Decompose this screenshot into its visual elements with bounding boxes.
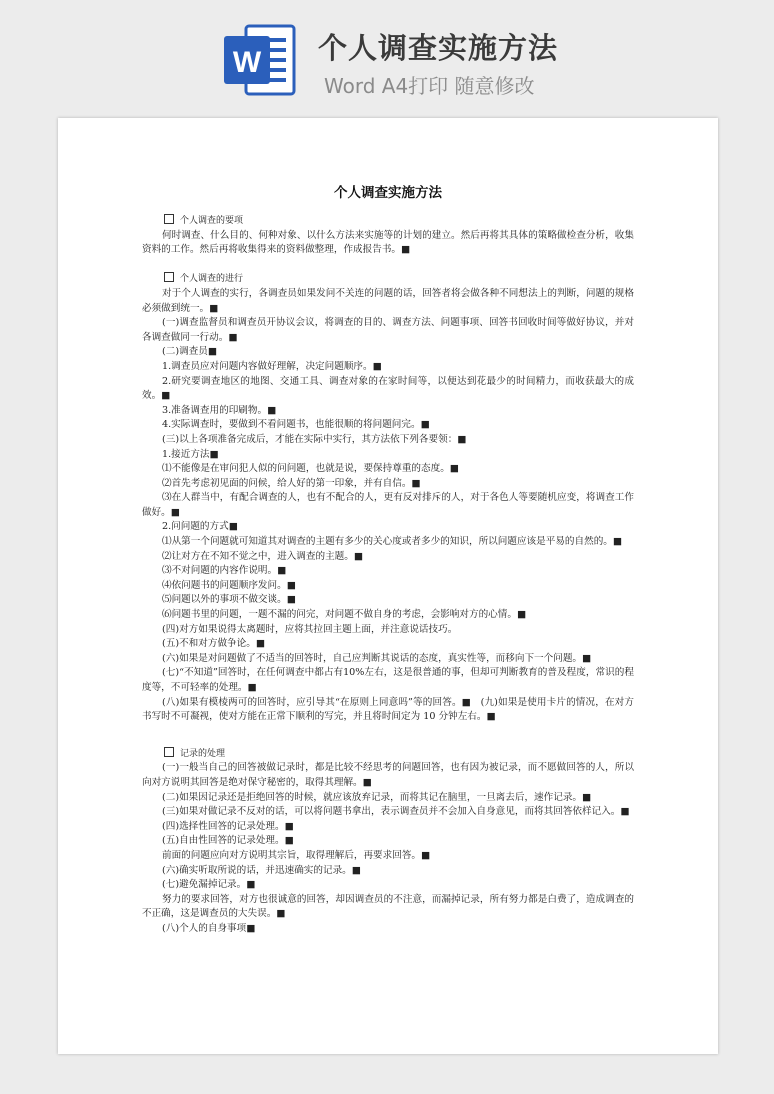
paragraph: 努力的要求回答，对方也很诚意的回答，却因调查员的不注意，而漏掉记录，所有努力都是白费了，造成调查的不正确，这是调查员的大失误。■ <box>142 893 634 920</box>
paragraph: (七)避免漏掉记录。■ <box>162 879 256 891</box>
paragraph: 2.研究要调查地区的地图、交通工具、调查对象的在家时间等，以便达到花最少的时间精力，而收获最大的成效。■ <box>142 375 634 402</box>
paragraph: (八)如果有模棱两可的回答时，应引导其“在原则上同意吗”等的回答。■ (九)如果是使用卡片的情况，在对方书写时不可凝视，使对方能在正常下顺利的写完，并且将时间定为 10 分钟左右。■ <box>142 696 634 723</box>
paragraph: (六)如果是对问题做了不适当的回答时，自己应判断其说话的态度，真实性等，而移向下一个问题。■ <box>162 652 592 664</box>
document-body <box>142 184 634 937</box>
paragraph: (二)如果因记录还是拒绝回答的时候，就应该放弃记录，而将其记在脑里，一旦离去后，速作记录。■ <box>162 791 592 803</box>
paragraph: 前面的问题应向对方说明其宗旨，取得理解后，再要求回答。■ <box>162 849 431 861</box>
paragraph: ⑸问题以外的事项不做交谈。■ <box>162 594 296 606</box>
paragraph: ⑵让对方在不知不觉之中，进入调查的主题。■ <box>162 550 363 562</box>
section-heading: 个人调查的要项 <box>142 214 634 229</box>
paragraph: (八)个人的自身事项■ <box>162 922 256 934</box>
banner-subtitle: Word A4打印 随意修改 <box>324 74 535 98</box>
checkbox-icon <box>164 272 174 282</box>
banner-title: 个人调查实施方法 <box>318 31 559 65</box>
paragraph: ⑶不对问题的内容作说明。■ <box>162 565 287 577</box>
paragraph: (六)确实听取所说的话，并迅速确实的记录。■ <box>162 864 361 876</box>
paragraph: ⑴从第一个问题就可知道其对调查的主题有多少的关心度或者多少的知识，所以问题应该是平易的自然的。■ <box>162 536 622 548</box>
document-title: 个人调查实施方法 <box>334 185 442 201</box>
paragraph: ⑵首先考虑初见面的问候，给人好的第一印象，并有自信。■ <box>162 477 421 489</box>
paragraph: 3.准备调查用的印刷物。■ <box>162 404 277 416</box>
paragraph: (四)对方如果说得太离题时，应将其拉回主题上面，并注意说话技巧。 <box>162 623 458 635</box>
paragraph: 2.问问题的方式■ <box>162 521 238 533</box>
paragraph: 1.调查员应对问题内容做好理解，决定问题顺序。■ <box>162 360 382 372</box>
paragraph: 何时调查、什么目的、何种对象、以什么方法来实施等的计划的建立。然后再将其具体的策略做检查分析，收集资料的工作。然后再将收集得来的资料做整理，作成报告书。■ <box>142 229 634 256</box>
paragraph: ⑷依问题书的问题顺序发问。■ <box>162 579 296 591</box>
word-icon-letter: W <box>232 46 262 79</box>
paragraph: 4.实际调查时，要做到不看问题书，也能很顺的将问题问完。■ <box>162 419 430 431</box>
paragraph: (三)以上各项准备完成后，才能在实际中实行，其方法依下列各要领：■ <box>162 433 467 445</box>
paragraph: (五)自由性回答的记录处理。■ <box>162 835 294 847</box>
paragraph: (四)选择性回答的记录处理。■ <box>162 820 294 832</box>
paragraph: (二)调查员■ <box>162 346 217 358</box>
paragraph: (三)如果对做记录不反对的话，可以将问题书拿出，表示调查员并不会加入自身意见，而将其回答依样记入。■ <box>162 806 630 818</box>
word-icon <box>222 22 296 98</box>
paragraph: 1.接近方法■ <box>162 448 219 460</box>
paragraph: (一)调查监督员和调查员开协议会议，将调查的目的、调查方法、问题事项、回答书回收时间等做好协议，并对各调查做同一行动。■ <box>142 317 634 343</box>
paragraph: ⑴不能像是在审问犯人似的问问题，也就是说，要保持尊重的态度。■ <box>162 463 459 475</box>
paragraph: (一)一般当自己的回答被做记录时，都是比较不经思考的问题回答，也有因为被记录，而不愿做回答的人，所以向对方说明其回答是绝对保守秘密的，取得其理解。■ <box>142 762 634 788</box>
document-page <box>58 118 718 1054</box>
section-heading: 记录的处理 <box>142 747 634 762</box>
paragraph: 对于个人调查的实行，各调查员如果发问不关连的问题的话，回答者将会做各种不同想法上的判断，问题的规格必须做到统一。■ <box>142 287 634 314</box>
paragraph: ⑶在人群当中，有配合调查的人，也有不配合的人，更有反对排斥的人，对于各色人等要随机应变，将调查工作做好。■ <box>142 492 634 518</box>
paragraph: ⑹问题书里的问题，一题不漏的问完，对问题不做自身的考虑，会影响对方的心情。■ <box>162 609 527 621</box>
section-heading: 个人调查的进行 <box>142 272 634 287</box>
paragraph: (五)不和对方做争论。■ <box>162 638 265 650</box>
banner <box>0 0 774 110</box>
checkbox-icon <box>164 214 174 224</box>
checkbox-icon <box>164 747 174 757</box>
paragraph: (七)“不知道”回答时，在任何调查中都占有10%左右，这是很普通的事，但却可判断教育的普及程度，常识的程度等，不可轻率的处理。■ <box>142 667 634 693</box>
